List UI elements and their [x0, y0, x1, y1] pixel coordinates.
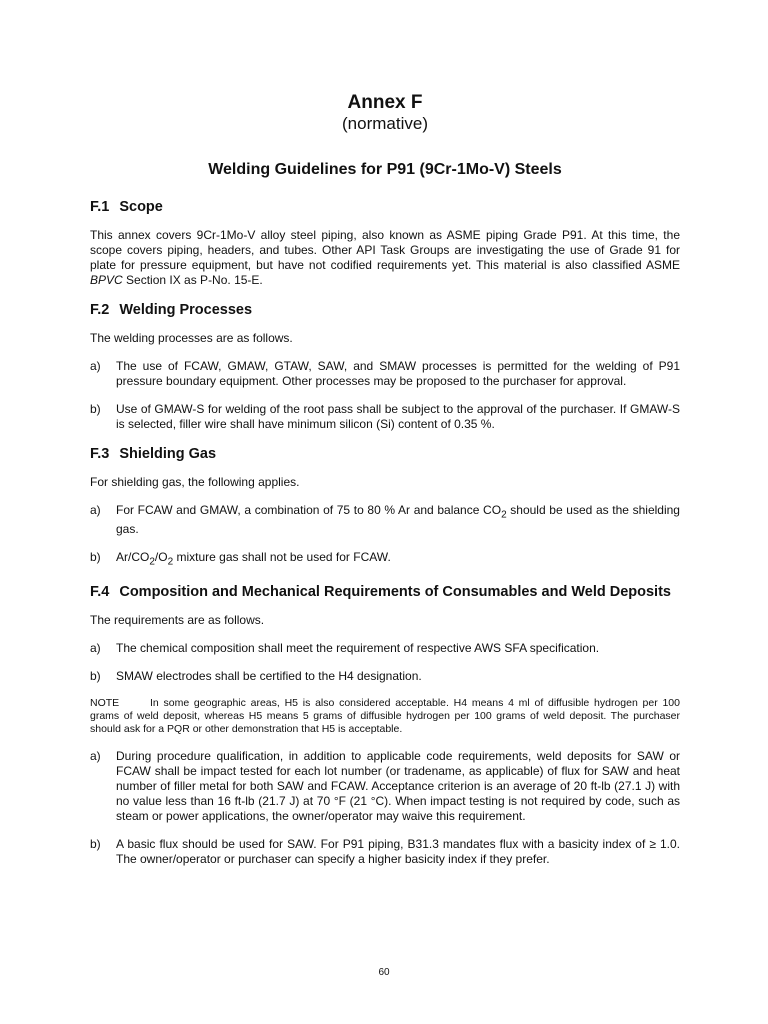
section-number: F.2 — [90, 302, 110, 318]
list-text: Use of GMAW-S for welding of the root pass shall be subject to the approval of the purchaser. If GMAW-S is selected, filler wire shall have minimum silicon (Si) content of 0.35 %. — [116, 402, 680, 431]
section-title: Scope — [119, 199, 163, 215]
shielding-intro: For shielding gas, the following applies. — [90, 475, 300, 489]
list-item — [90, 359, 680, 389]
document-page — [90, 92, 680, 880]
list-text — [116, 503, 680, 537]
text-part: mixture gas shall not be used for FCAW. — [173, 550, 391, 565]
note-content — [90, 697, 680, 736]
list-label: b) — [90, 402, 101, 416]
document-title: Welding Guidelines for P91 (9Cr-1Mo-V) Steels — [208, 161, 562, 178]
processes-intro: The welding processes are as follows. — [90, 331, 293, 345]
list-text: The use of FCAW, GMAW, GTAW, SAW, and SMAW processes is permitted for the welding of P91 pressure boundary equipment. Other processes may be proposed to the purchaser for approval. — [116, 359, 680, 388]
section-title: Shielding Gas — [119, 446, 217, 462]
section-heading-f2 — [90, 301, 680, 319]
list-label: b) — [90, 550, 101, 565]
scope-text-end: Section IX as P-No. 15-E. — [122, 273, 263, 287]
text-part: For FCAW and GMAW, a combination of 75 to 80 % Ar and balance CO — [116, 503, 502, 517]
list-text: A basic flux should be used for SAW. For P91 piping, B31.3 mandates flux with a basicity index of ≥ 1.0. The owner/operator or purchaser can specify a higher basicity index if they prefer. — [116, 836, 680, 866]
list-label: b) — [90, 668, 101, 683]
section-number: F.3 — [90, 446, 110, 462]
scope-italic: BPVC — [90, 273, 123, 287]
requirements-intro: The requirements are as follows. — [90, 612, 265, 627]
note-text: In some geographic areas, H5 is also considered acceptable. H4 means 4 ml of diffusible hydrogen per 100 grams of weld deposit, whereas H5 means 5 grams of diffusible hydrogen per 100 grams of weld deposit. The purchaser should ask for a PQR or other demonstration that H5 is acceptable. — [90, 696, 680, 735]
list-item — [90, 550, 680, 569]
list-label: a) — [90, 640, 101, 655]
subscript: 2 — [167, 556, 174, 568]
text-part: /O — [154, 550, 168, 565]
list-item — [90, 669, 680, 684]
scope-text: This annex covers 9Cr-1Mo-V alloy steel piping, also known as ASME piping Grade P91. At this time, the scope covers piping, headers, and tubes. Other API Task Groups are investigating the use of Grade 91 for plate for pressure equipment, but have not codified requirements yet. This material is also classified ASME — [90, 228, 680, 272]
section-title: Welding Processes — [119, 302, 253, 318]
section-heading-f1 — [90, 198, 680, 216]
annex-type: (normative) — [342, 114, 428, 133]
section-heading-f4 — [90, 583, 680, 601]
list-label: b) — [90, 836, 101, 851]
text-part: should be used as the shielding gas. — [116, 503, 680, 537]
list-label: a) — [90, 748, 101, 763]
list-item — [90, 503, 680, 537]
list-item — [90, 402, 680, 432]
list-label: a) — [90, 359, 101, 373]
note-block — [90, 697, 680, 736]
list-text: The chemical composition shall meet the requirement of respective AWS SFA specification. — [116, 640, 600, 655]
section-number: F.1 — [90, 199, 110, 215]
annex-title: Annex F — [347, 92, 423, 113]
scope-paragraph — [90, 228, 680, 288]
page-number: 60 — [378, 967, 390, 978]
section-heading-f3 — [90, 445, 680, 463]
list-text: SMAW electrodes shall be certified to the H4 designation. — [116, 668, 422, 683]
section-title: Composition and Mechanical Requirements of Consumables and Weld Deposits — [119, 583, 671, 600]
subscript: 2 — [501, 509, 507, 521]
list-item — [90, 749, 680, 824]
subscript: 2 — [149, 556, 155, 568]
list-label: a) — [90, 503, 101, 517]
text-part: Ar/CO — [116, 550, 150, 565]
list-text: During procedure qualification, in addition to applicable code requirements, weld deposits for SAW or FCAW shall be impact tested for each lot number (or tradename, as applicable) of flux for SAW and heat number of filler metal for both SAW and FCAW. Acceptance criterion is an average of 20 ft-lb (27.1 J) with no value less than 16 ft-lb (21.7 J) at 70 °F (21 °C). When impact testing is not required by code, such as steam or power applications, the owner/operator may waive this requirement. — [116, 748, 680, 823]
list-item — [90, 837, 680, 867]
section-number: F.4 — [90, 583, 110, 600]
note-label: NOTE — [90, 696, 120, 709]
list-text — [116, 550, 680, 569]
list-item — [90, 641, 680, 656]
